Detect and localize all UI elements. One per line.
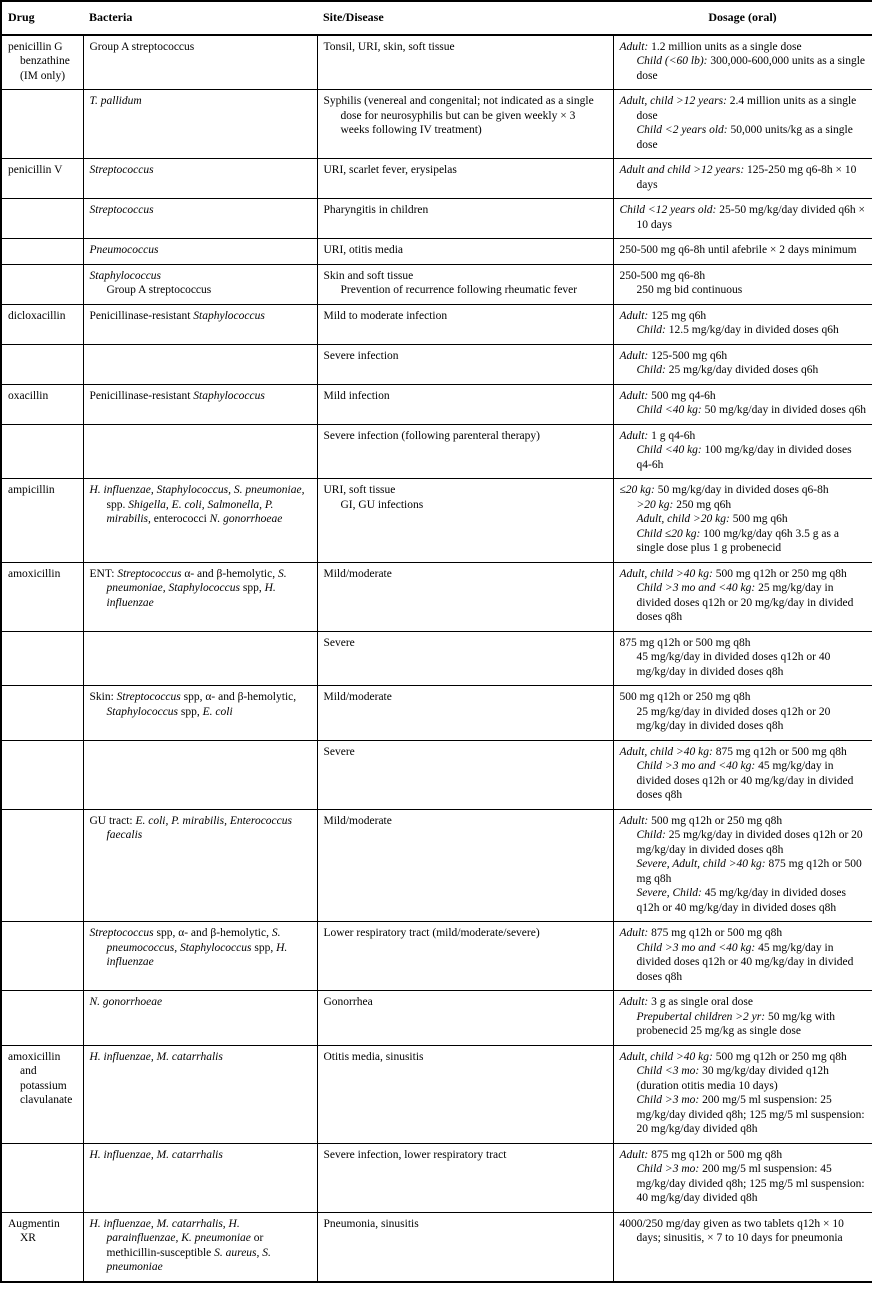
- paragraph: Severe infection (following parenteral therapy): [323, 429, 540, 442]
- table-row: [1, 479, 872, 563]
- paragraph: Mild/moderate: [323, 814, 392, 827]
- cell-drug: [1, 1045, 83, 1143]
- table-row: [1, 1143, 872, 1212]
- paragraph: Adult, child >12 years: 2.4 million units as a single dose: [619, 95, 857, 122]
- paragraph: Adult, child >40 kg: 875 mg q12h or 500 mg q8h: [619, 745, 847, 758]
- paragraph: Adult, child >40 kg: 500 mg q12h or 250 mg q8h: [619, 567, 847, 580]
- paragraph: Severe infection, lower respiratory tract: [323, 1148, 507, 1161]
- paragraph: Mild/moderate: [323, 567, 392, 580]
- paragraph: N. gonorrhoeae: [89, 996, 163, 1008]
- cell-site: [317, 424, 613, 479]
- paragraph: ampicillin: [8, 484, 55, 496]
- cell-dosage: [613, 384, 872, 424]
- paragraph: Streptococcus: [89, 204, 154, 216]
- paragraph: Adult: 500 mg q12h or 250 mg q8h: [619, 814, 783, 827]
- paragraph: amoxicillin: [8, 567, 61, 580]
- cell-dosage: [613, 159, 872, 199]
- table-row: [1, 686, 872, 741]
- cell-drug: [1, 424, 83, 479]
- paragraph: >20 kg: 250 mg q6h: [636, 498, 732, 511]
- cell-site: [317, 344, 613, 384]
- paragraph: ENT: Streptococcus α- and β-hemolytic, S. pneumoniae, Staphylococcus spp, H. influenzae: [89, 567, 287, 609]
- cell-site: [317, 922, 613, 991]
- cell-bacteria: [83, 239, 317, 265]
- paragraph: Severe, Adult, child >40 kg: 875 mg q12h or 500 mg q8h: [636, 858, 862, 885]
- cell-bacteria: [83, 922, 317, 991]
- cell-bacteria: [83, 264, 317, 304]
- paragraph: GU tract: E. coli, P. mirabilis, Enterococcus faecalis: [89, 814, 292, 841]
- paragraph: 45 mg/kg/day in divided doses q12h or 40 mg/kg/day in divided doses q8h: [636, 651, 831, 678]
- cell-bacteria: [83, 562, 317, 631]
- paragraph: URI, soft tissue: [323, 484, 396, 496]
- paragraph: Severe: [323, 745, 355, 758]
- paragraph: Adult: 1 g q4-6h: [619, 429, 696, 442]
- cell-bacteria: [83, 1143, 317, 1212]
- paragraph: 4000/250 mg/day given as two tablets q12h × 10 days; sinusitis, × 7 to 10 days for pneumonia: [619, 1217, 844, 1244]
- paragraph: H. influenzae, Staphylococcus, S. pneumoniae, spp. Shigella, E. coli, Salmonella, P. mirabilis, enterococci N. gonorrhoeae: [89, 484, 305, 525]
- cell-dosage: [613, 1143, 872, 1212]
- cell-bacteria: [83, 479, 317, 563]
- paragraph: Mild to moderate infection: [323, 309, 448, 322]
- table-row: [1, 809, 872, 922]
- paragraph: Child <40 kg: 100 mg/kg/day in divided doses q4-6h: [636, 444, 852, 471]
- cell-drug: [1, 304, 83, 344]
- cell-drug: [1, 809, 83, 922]
- cell-dosage: [613, 1045, 872, 1143]
- paragraph: 25 mg/kg/day in divided doses q12h or 20 mg/kg/day in divided doses q8h: [636, 705, 831, 732]
- paragraph: Severe, Child: 45 mg/kg/day in divided doses q12h or 40 mg/kg/day in divided doses q8h: [636, 887, 846, 914]
- paragraph: Child >3 mo: 200 mg/5 ml suspension: 45 mg/kg/day divided q8h; 125 mg/5 ml suspension: 40 mg/kg/day divided q8h: [636, 1163, 865, 1204]
- paragraph: 250 mg bid continuous: [636, 284, 743, 296]
- cell-drug: [1, 159, 83, 199]
- cell-site: [317, 1045, 613, 1143]
- paragraph: URI, otitis media: [323, 244, 404, 256]
- paragraph: penicillin V: [8, 164, 63, 176]
- table-row: [1, 631, 872, 686]
- cell-dosage: [613, 479, 872, 563]
- paragraph: Adult: 125-500 mg q6h: [619, 349, 728, 362]
- paragraph: Child <12 years old: 25-50 mg/kg/day divided q6h × 10 days: [619, 204, 866, 231]
- table-row: [1, 35, 872, 90]
- cell-site: [317, 264, 613, 304]
- paragraph: Child ≤20 kg: 100 mg/kg/day q6h 3.5 g as a single dose plus 1 g probenecid: [636, 527, 839, 554]
- table-row: [1, 264, 872, 304]
- paragraph: Child >3 mo and <40 kg: 45 mg/kg/day in divided doses q12h or 40 mg/kg/day in divided doses q8h: [636, 941, 854, 983]
- cell-dosage: [613, 686, 872, 741]
- paragraph: amoxicillin and potassium clavulanate: [8, 1050, 73, 1106]
- paragraph: T. pallidum: [89, 95, 142, 107]
- paragraph: Prepubertal children >2 yr: 50 mg/kg with probenecid 25 mg/kg as single dose: [636, 1010, 836, 1037]
- cell-bacteria: [83, 991, 317, 1046]
- paragraph: Adult, child >20 kg: 500 mg q6h: [636, 513, 788, 525]
- cell-dosage: [613, 344, 872, 384]
- paragraph: Gonorrhea: [323, 996, 373, 1008]
- paragraph: Adult, child >40 kg: 500 mg q12h or 250 mg q8h: [619, 1050, 847, 1063]
- paragraph: Child: 25 mg/kg/day divided doses q6h: [636, 364, 819, 376]
- paragraph: Adult: 875 mg q12h or 500 mg q8h: [619, 1148, 783, 1161]
- paragraph: Adult and child >12 years: 125-250 mg q6-8h × 10 days: [619, 164, 857, 191]
- paragraph: Staphylococcus: [89, 269, 162, 282]
- paragraph: Child >3 mo: 200 mg/5 ml suspension: 25 mg/kg/day divided q8h; 125 mg/5 ml suspension: 20 mg/kg/day divided q8h: [636, 1094, 865, 1135]
- cell-drug: [1, 199, 83, 239]
- table-row: [1, 740, 872, 809]
- table-row: [1, 991, 872, 1046]
- cell-bacteria: [83, 304, 317, 344]
- cell-drug: [1, 344, 83, 384]
- cell-bacteria: [83, 424, 317, 479]
- table-body: [1, 35, 872, 1282]
- cell-site: [317, 1143, 613, 1212]
- table-row: [1, 199, 872, 239]
- paragraph: ≤20 kg: 50 mg/kg/day in divided doses q6-8h: [619, 484, 829, 496]
- table-row: [1, 1045, 872, 1143]
- paragraph: Child >3 mo and <40 kg: 45 mg/kg/day in divided doses q12h or 40 mg/kg/day in divided doses q8h: [636, 760, 854, 801]
- paragraph: Prevention of recurrence following rheumatic fever: [340, 284, 578, 296]
- paragraph: H. influenzae, M. catarrhalis, H. parainfluenzae, K. pneumoniae or methicillin-susceptible S. aureus, S. pneumoniae: [89, 1217, 271, 1273]
- paragraph: Severe infection: [323, 349, 399, 362]
- paragraph: Otitis media, sinusitis: [323, 1050, 424, 1063]
- cell-drug: [1, 384, 83, 424]
- cell-site: [317, 479, 613, 563]
- paragraph: 500 mg q12h or 250 mg q8h: [619, 691, 751, 703]
- cell-dosage: [613, 239, 872, 265]
- paragraph: Streptococcus: [89, 164, 154, 176]
- paragraph: Skin and soft tissue: [323, 269, 414, 282]
- cell-dosage: [613, 304, 872, 344]
- paragraph: Streptococcus spp, α- and β-hemolytic, S. pneumococcus, Staphylococcus spp, H. influenzae: [89, 927, 288, 968]
- cell-dosage: [613, 809, 872, 922]
- paragraph: Pneumonia, sinusitis: [323, 1217, 419, 1230]
- cell-site: [317, 686, 613, 741]
- cell-dosage: [613, 35, 872, 90]
- cell-site: [317, 562, 613, 631]
- table-row: [1, 922, 872, 991]
- paragraph: Child <40 kg: 50 mg/kg/day in divided doses q6h: [636, 404, 866, 416]
- cell-drug: [1, 740, 83, 809]
- paragraph: Adult: 125 mg q6h: [619, 309, 707, 322]
- cell-bacteria: [83, 344, 317, 384]
- cell-drug: [1, 1212, 83, 1282]
- paragraph: Pneumococcus: [89, 244, 159, 256]
- paragraph: 250-500 mg q6-8h until afebrile × 2 days minimum: [619, 244, 857, 256]
- cell-bacteria: [83, 809, 317, 922]
- cell-site: [317, 384, 613, 424]
- cell-site: [317, 304, 613, 344]
- column-header-bacteria: Bacteria: [83, 1, 317, 35]
- paragraph: Child (<60 lb): 300,000-600,000 units as a single dose: [636, 55, 865, 82]
- cell-bacteria: [83, 35, 317, 90]
- cell-drug: [1, 264, 83, 304]
- cell-site: [317, 991, 613, 1046]
- cell-dosage: [613, 90, 872, 159]
- cell-bacteria: [83, 740, 317, 809]
- paragraph: Group A streptococcus: [106, 284, 212, 296]
- paragraph: Group A streptococcus: [89, 40, 195, 53]
- cell-site: [317, 1212, 613, 1282]
- cell-bacteria: [83, 1045, 317, 1143]
- table-row: [1, 424, 872, 479]
- paragraph: Tonsil, URI, skin, soft tissue: [323, 40, 455, 53]
- paragraph: Mild infection: [323, 389, 390, 402]
- paragraph: GI, GU infections: [340, 498, 424, 511]
- cell-site: [317, 809, 613, 922]
- table-header-row: [1, 1, 872, 35]
- cell-bacteria: [83, 631, 317, 686]
- table-row: [1, 384, 872, 424]
- cell-dosage: [613, 740, 872, 809]
- cell-bacteria: [83, 90, 317, 159]
- paragraph: dicloxacillin: [8, 309, 66, 322]
- cell-drug: [1, 631, 83, 686]
- cell-site: [317, 159, 613, 199]
- table-row: [1, 304, 872, 344]
- table-row: [1, 344, 872, 384]
- paragraph: Adult: 1.2 million units as a single dose: [619, 40, 802, 53]
- cell-drug: [1, 35, 83, 90]
- cell-drug: [1, 686, 83, 741]
- cell-bacteria: [83, 384, 317, 424]
- paragraph: Child >3 mo and <40 kg: 25 mg/kg/day in divided doses q12h or 20 mg/kg/day in divided doses q8h: [636, 582, 854, 623]
- cell-drug: [1, 562, 83, 631]
- cell-drug: [1, 479, 83, 563]
- paragraph: 875 mg q12h or 500 mg q8h: [619, 636, 751, 649]
- table-row: [1, 239, 872, 265]
- paragraph: 250-500 mg q6-8h: [619, 269, 706, 282]
- paragraph: Skin: Streptococcus spp, α- and β-hemolytic, Staphylococcus spp, E. coli: [89, 691, 297, 718]
- paragraph: penicillin G benzathine (IM only): [8, 40, 70, 82]
- cell-dosage: [613, 562, 872, 631]
- cell-bacteria: [83, 686, 317, 741]
- paragraph: H. influenzae, M. catarrhalis: [89, 1148, 223, 1161]
- paragraph: Penicillinase-resistant Staphylococcus: [89, 389, 265, 402]
- cell-site: [317, 90, 613, 159]
- cell-site: [317, 35, 613, 90]
- table-row: [1, 90, 872, 159]
- cell-bacteria: [83, 1212, 317, 1282]
- paragraph: Child <3 mo: 30 mg/kg/day divided q12h (duration otitis media 10 days): [636, 1065, 829, 1092]
- cell-dosage: [613, 264, 872, 304]
- column-header-drug: Drug: [1, 1, 83, 35]
- paragraph: Adult: 500 mg q4-6h: [619, 389, 716, 402]
- cell-bacteria: [83, 199, 317, 239]
- paragraph: Child: 25 mg/kg/day in divided doses q12h or 20 mg/kg/day in divided doses q8h: [636, 829, 863, 856]
- cell-dosage: [613, 1212, 872, 1282]
- table-row: [1, 159, 872, 199]
- cell-site: [317, 199, 613, 239]
- paragraph: Severe: [323, 636, 355, 649]
- cell-bacteria: [83, 159, 317, 199]
- paragraph: Syphilis (venereal and congenital; not indicated as a single dose for neurosyphilis but can be given weekly × 3 weeks following IV treatment): [323, 95, 594, 136]
- paragraph: Child <2 years old: 50,000 units/kg as a single dose: [636, 124, 853, 151]
- column-header-dosage-oral: Dosage (oral): [613, 1, 872, 35]
- cell-dosage: [613, 424, 872, 479]
- cell-dosage: [613, 922, 872, 991]
- cell-dosage: [613, 199, 872, 239]
- paragraph: Penicillinase-resistant Staphylococcus: [89, 309, 265, 322]
- cell-site: [317, 631, 613, 686]
- paragraph: Pharyngitis in children: [323, 204, 429, 216]
- cell-drug: [1, 90, 83, 159]
- paragraph: Augmentin XR: [8, 1217, 60, 1244]
- paragraph: Adult: 875 mg q12h or 500 mg q8h: [619, 927, 783, 939]
- paragraph: Lower respiratory tract (mild/moderate/severe): [323, 927, 540, 939]
- cell-drug: [1, 239, 83, 265]
- table-row: [1, 1212, 872, 1282]
- cell-site: [317, 740, 613, 809]
- cell-drug: [1, 1143, 83, 1212]
- paragraph: oxacillin: [8, 389, 49, 402]
- cell-site: [317, 239, 613, 265]
- paragraph: Mild/moderate: [323, 691, 392, 703]
- column-header-site-disease: Site/Disease: [317, 1, 613, 35]
- cell-dosage: [613, 631, 872, 686]
- cell-drug: [1, 991, 83, 1046]
- paragraph: URI, scarlet fever, erysipelas: [323, 164, 457, 176]
- cell-drug: [1, 922, 83, 991]
- paragraph: Child: 12.5 mg/kg/day in divided doses q6h: [636, 324, 839, 336]
- paragraph: H. influenzae, M. catarrhalis: [89, 1050, 223, 1063]
- paragraph: Adult: 3 g as single oral dose: [619, 996, 754, 1008]
- table-row: [1, 562, 872, 631]
- cell-dosage: [613, 991, 872, 1046]
